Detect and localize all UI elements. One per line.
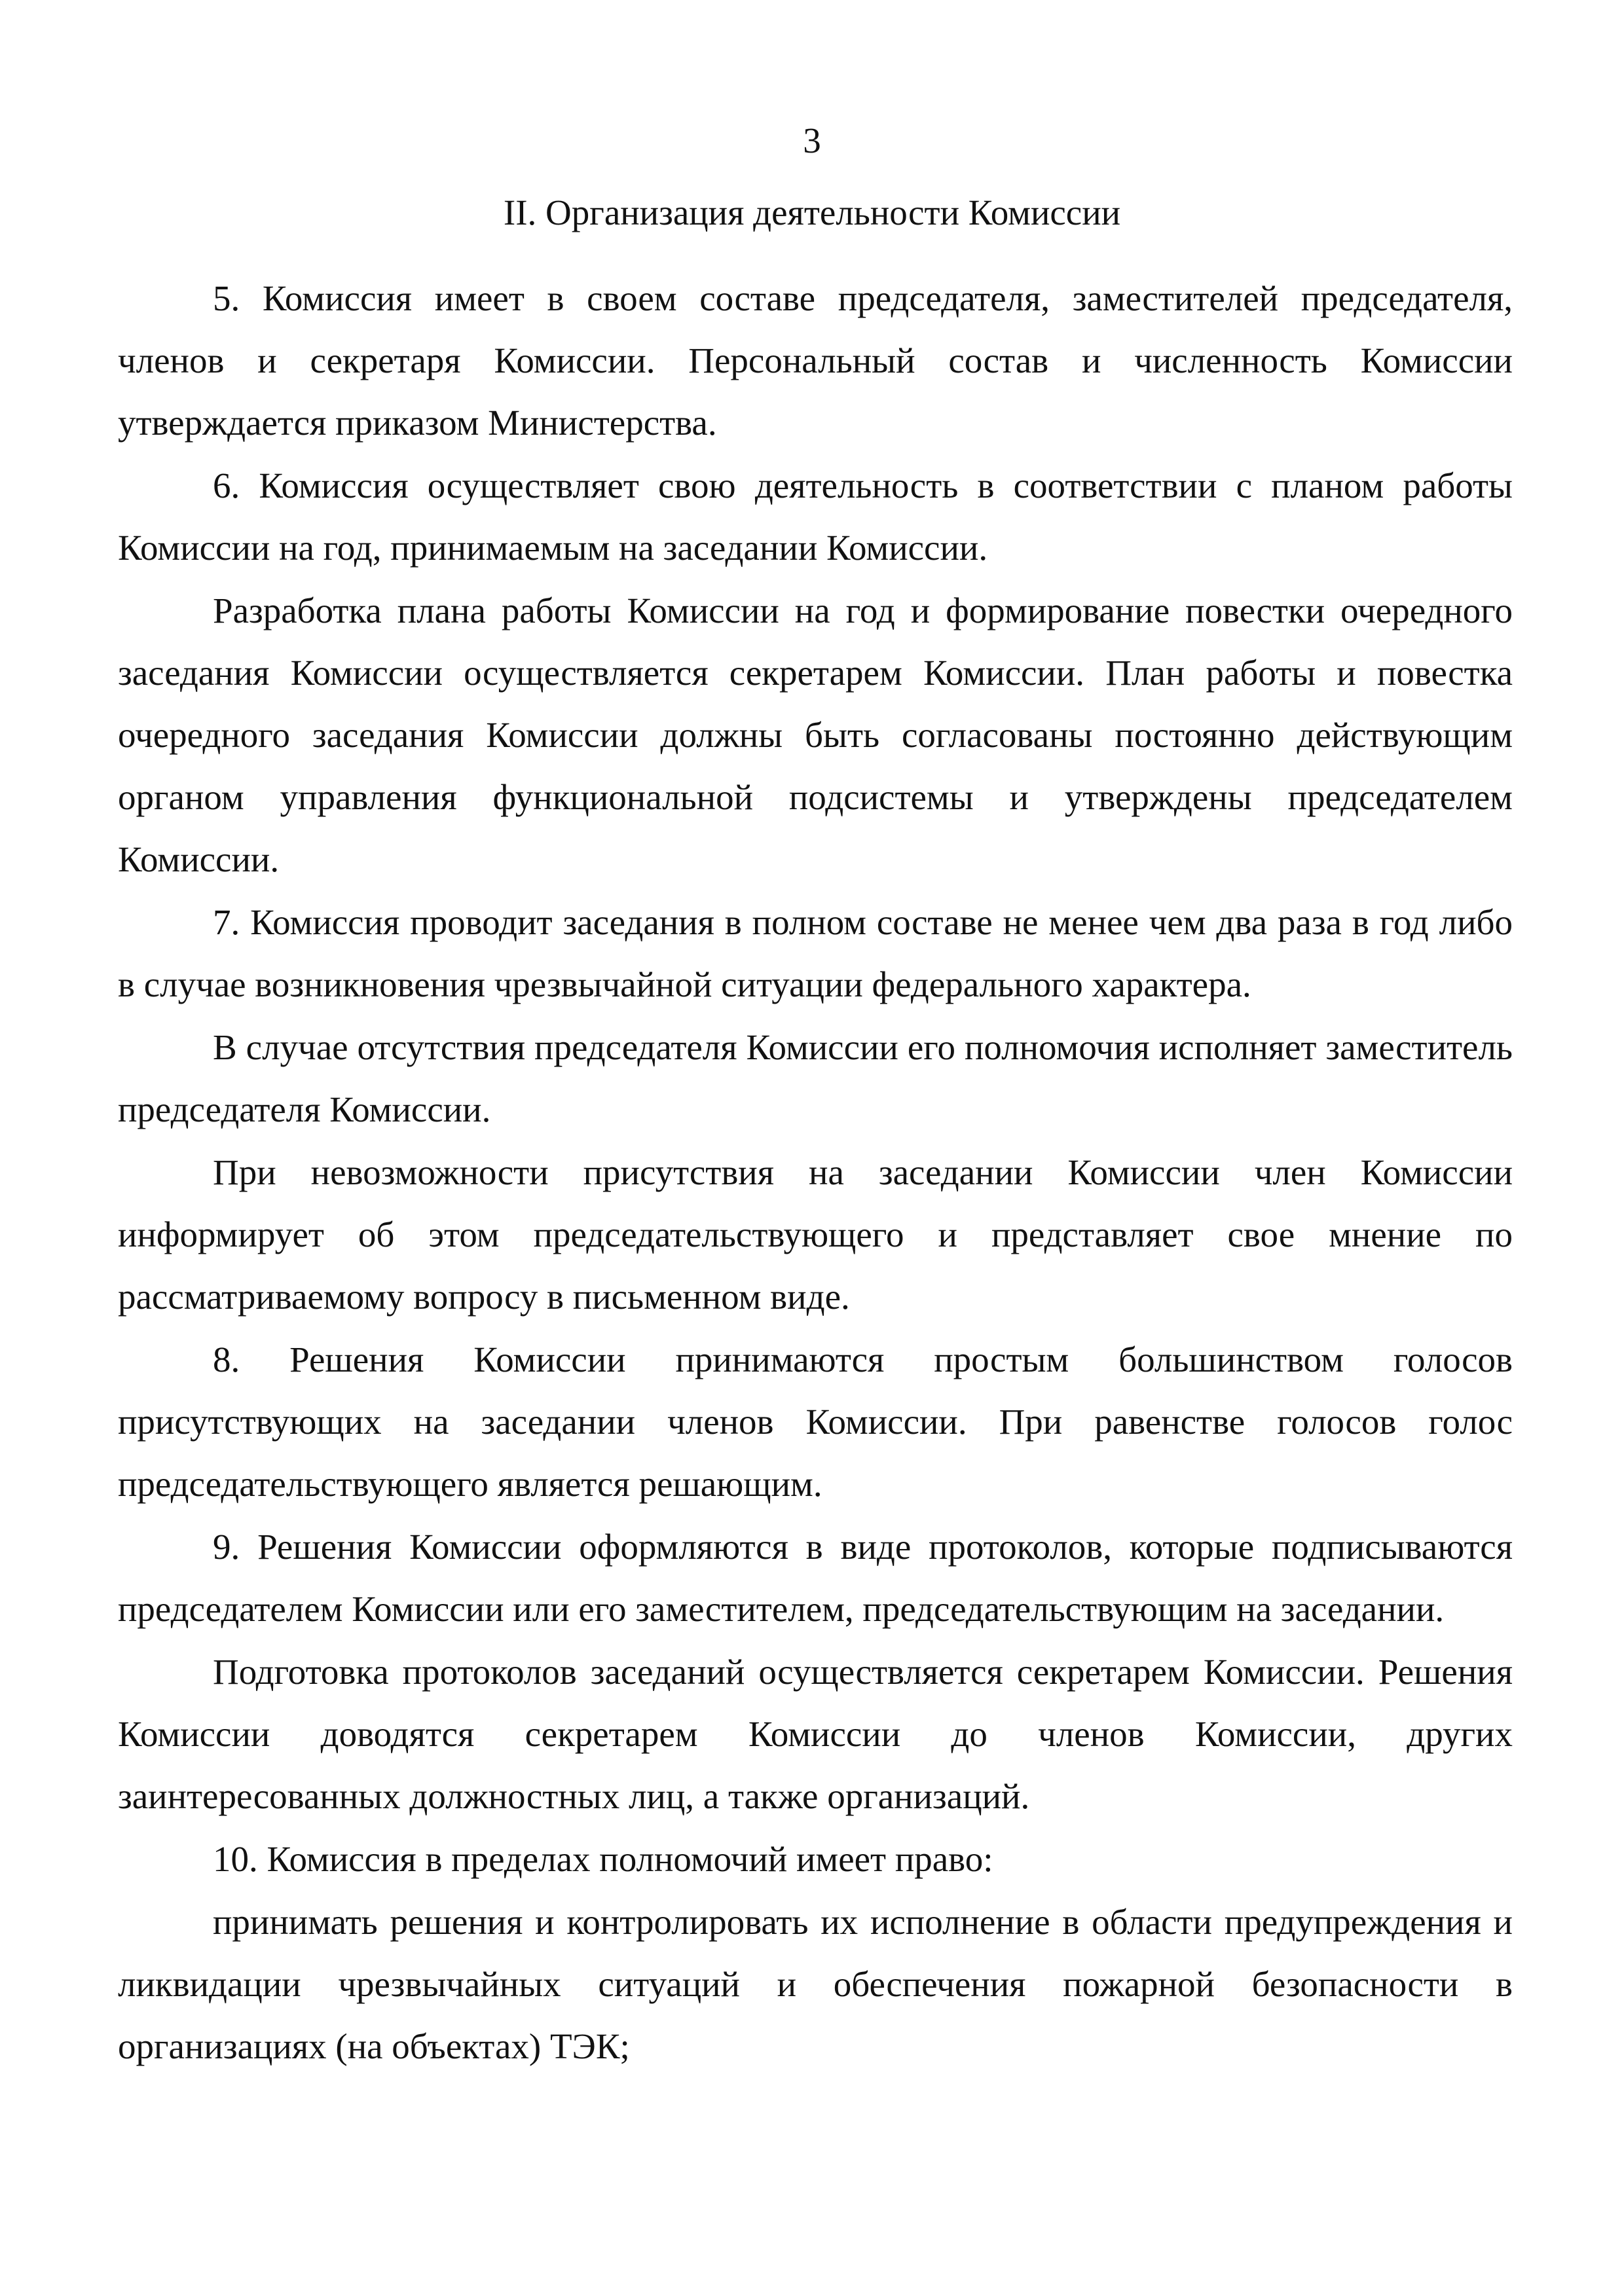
paragraph-item-10: 10. Комиссия в пределах полномочий имеет право: [213, 1839, 993, 1879]
paragraph-chair-absence: В случае отсутствия председателя Комиссии его полномочия исполняет заместитель председателя Комиссии. [118, 1027, 1513, 1129]
paragraph-item-5: 5. Комиссия имеет в своем составе председателя, заместителей председателя, членов и секретаря Комиссии. Персональный состав и численность Комиссии утверждается приказом Министерства. [118, 278, 1513, 443]
paragraph-protocol-preparation: Подготовка протоколов заседаний осуществляется секретарем Комиссии. Решения Комиссии доводятся секретарем Комиссии до членов Комиссии, других заинтересованных должностных лиц, а также организаций. [118, 1652, 1513, 1816]
paragraph-item-9: 9. Решения Комиссии оформляются в виде протоколов, которые подписываются председателем Комиссии или его заместителем, председательствующим на заседании. [118, 1527, 1513, 1629]
paragraph-item-6: 6. Комиссия осуществляет свою деятельность в соответствии с планом работы Комиссии на год, принимаемым на заседании Комиссии. [118, 465, 1513, 568]
section-title: II. Организация деятельности Комиссии [503, 192, 1121, 232]
paragraph-decision-right: принимать решения и контролировать их исполнение в области предупреждения и ликвидации чрезвычайных ситуаций и обеспечения пожарной безопасности в организациях (на объектах) ТЭК; [118, 1902, 1513, 2066]
paragraph-member-absence: При невозможности присутствия на заседании Комиссии член Комиссии информирует об этом председательствующего и представляет свое мнение по рассматриваемому вопросу в письменном виде. [118, 1152, 1513, 1317]
paragraph-plan-development: Разработка плана работы Комиссии на год и формирование повестки очередного заседания Комиссии осуществляется секретарем Комиссии. План работы и повестка очередного заседания Комиссии должны быть согласованы постоянно действующим органом управления функциональной подсистемы и утверждены председателем Комиссии. [118, 591, 1513, 879]
document-body [118, 267, 1513, 2077]
paragraph-item-7: 7. Комиссия проводит заседания в полном составе не менее чем два раза в год либо в случае возникновения чрезвычайной ситуации федерального характера. [118, 902, 1513, 1004]
paragraph-item-8: 8. Решения Комиссии принимаются простым большинством голосов присутствующих на заседании членов Комиссии. При равенстве голосов голос председательствующего является решающим. [118, 1339, 1513, 1504]
page-number: 3 [803, 120, 821, 160]
